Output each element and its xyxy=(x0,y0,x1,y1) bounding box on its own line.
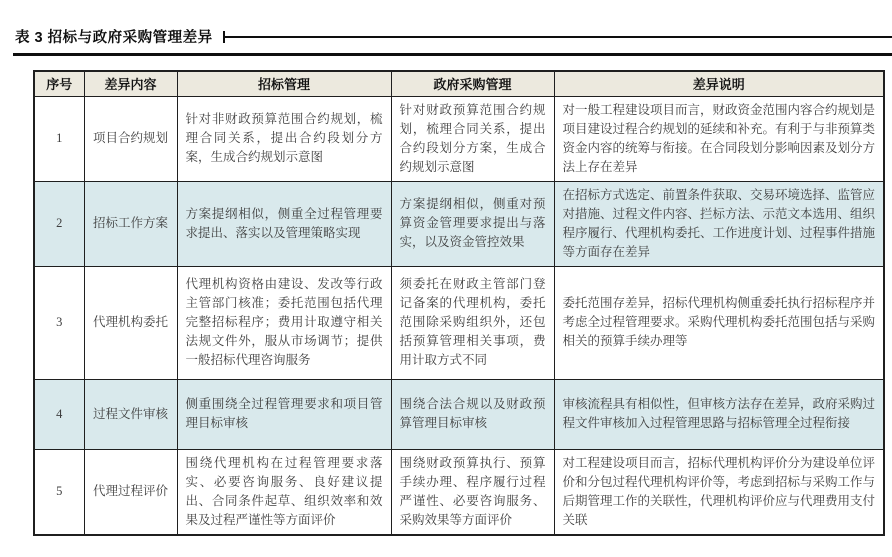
cell-content: 招标工作方案 xyxy=(84,181,177,266)
cell-content: 代理机构委托 xyxy=(84,266,177,379)
cell-explanation: 在招标方式选定、前置条件获取、交易环境选择、监管应对措施、过程文件内容、拦标方法、示范文本选用、组织程序履行、代理机构委托、工作进度计划、过程事件措施等方面存在差异 xyxy=(554,181,884,266)
cell-no: 4 xyxy=(34,379,84,449)
col-header-no: 序号 xyxy=(34,71,84,96)
col-header-bidding: 招标管理 xyxy=(177,71,391,96)
table-row xyxy=(34,449,884,535)
table-row xyxy=(34,266,884,379)
table-row xyxy=(34,181,884,266)
cell-explanation: 委托范围存差异，招标代理机构侧重委托执行招标程序并考虑全过程管理要求。采购代理机构委托范围包括与采购相关的预算手续办理等 xyxy=(554,266,884,379)
cell-no: 2 xyxy=(34,181,84,266)
top-divider-rule xyxy=(13,53,892,56)
cell-bidding: 针对非财政预算范围合约规划，梳理合同关系，提出合约段划分方案，生成合约规划示意图 xyxy=(177,96,391,181)
cell-no: 3 xyxy=(34,266,84,379)
caption-rule-line xyxy=(225,36,892,38)
comparison-table xyxy=(33,70,885,536)
cell-procurement: 针对财政预算范围合约规划，梳理合同关系，提出合约段划分方案，生成合约规划示意图 xyxy=(391,96,554,181)
cell-no: 5 xyxy=(34,449,84,535)
cell-procurement: 围绕财政预算执行、预算手续办理、程序履行过程严谨性、必要咨询服务、采购效果等方面评价 xyxy=(391,449,554,535)
cell-explanation: 对一般工程建设项目而言，财政资金范围内容合约规划是项目建设过程合约规划的延续和补充。有利于与非预算类资金内容的统筹与衔接。在合同段划分影响因素及划分方法上存在差异 xyxy=(554,96,884,181)
cell-procurement: 围绕合法合规以及财政预算管理目标审核 xyxy=(391,379,554,449)
col-header-procurement: 政府采购管理 xyxy=(391,71,554,96)
cell-bidding: 代理机构资格由建设、发改等行政主管部门核准；委托范围包括代理完整招标程序；费用计取遵守相关法规文件外，服从市场调节；提供一般招标代理咨询服务 xyxy=(177,266,391,379)
cell-procurement: 方案提纲相似，侧重对预算资金管理要求提出与落实，以及资金管控效果 xyxy=(391,181,554,266)
cell-bidding: 侧重围绕全过程管理要求和项目管理目标审核 xyxy=(177,379,391,449)
table-row xyxy=(34,96,884,181)
cell-no: 1 xyxy=(34,96,84,181)
table-caption-row xyxy=(15,26,892,47)
cell-content: 过程文件审核 xyxy=(84,379,177,449)
cell-content: 代理过程评价 xyxy=(84,449,177,535)
table-row xyxy=(34,379,884,449)
cell-explanation: 审核流程具有相似性，但审核方法存在差异，政府采购过程文件审核加入过程管理思路与招标管理全过程衔接 xyxy=(554,379,884,449)
cell-bidding: 围绕代理机构在过程管理要求落实、必要咨询服务、良好建议提出、合同条件起草、组织效率和效果及过程严谨性等方面评价 xyxy=(177,449,391,535)
col-header-content: 差异内容 xyxy=(84,71,177,96)
col-header-explanation: 差异说明 xyxy=(554,71,884,96)
cell-procurement: 须委托在财政主管部门登记备案的代理机构，委托范围除采购组织外，还包括预算管理相关事项，费用计取方式不同 xyxy=(391,266,554,379)
cell-content: 项目合约规划 xyxy=(84,96,177,181)
header-row xyxy=(34,71,884,96)
cell-explanation: 对工程建设项目而言，招标代理机构评价分为建设单位评价和分包过程代理机构评价等，考虑到招标与采购工作与后期管理工作的关联性，代理机构评价应与代理费用支付关联 xyxy=(554,449,884,535)
table-caption: 表 3 招标与政府采购管理差异 xyxy=(15,30,213,46)
cell-bidding: 方案提纲相似，侧重全过程管理要求提出、落实以及管理策略实现 xyxy=(177,181,391,266)
